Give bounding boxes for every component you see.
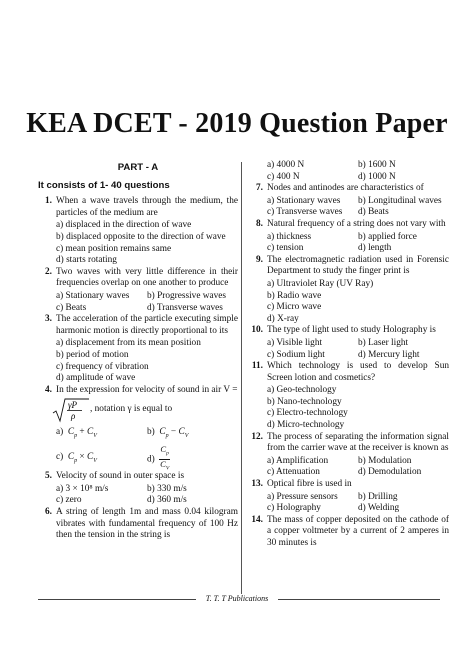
question-text: The acceleration of the particle executing simple harmonic motion is directly proportional to its <box>56 314 238 336</box>
option-label: d) <box>147 454 155 465</box>
question-11 <box>249 361 449 384</box>
option-d <box>147 445 238 473</box>
option-label: c) <box>56 451 64 462</box>
question-text: The mass of copper deposited on the cathode of a copper voltmeter by a current of 2 amperes in 30 minutes is <box>267 514 449 548</box>
question-number: 9. <box>256 254 263 265</box>
question-number: 8. <box>256 218 263 229</box>
part-heading: PART - A <box>117 162 159 173</box>
option: c) tension <box>267 243 304 254</box>
question-13 <box>249 479 449 491</box>
options-grid <box>249 338 449 361</box>
question-number: 2. <box>45 266 52 277</box>
question-2 <box>38 267 238 290</box>
option: d) Beats <box>358 207 389 218</box>
question-text: Nodes and antinodes are characteristics of <box>267 183 424 194</box>
option: a) 3 × 10⁸ m/s <box>56 483 109 494</box>
left-column <box>38 160 238 543</box>
option: d) 1000 N <box>358 171 396 182</box>
question-7 <box>249 183 449 195</box>
options-grid <box>249 492 449 515</box>
option: a) Geo-technology <box>267 385 337 396</box>
option: b) Laser light <box>358 337 409 348</box>
question-number: 6. <box>45 507 52 518</box>
question-number: 1. <box>45 196 52 207</box>
options-grid <box>249 196 449 219</box>
question-1 <box>38 196 238 219</box>
column-divider <box>241 162 242 594</box>
option: b) Progressive waves <box>147 290 227 301</box>
question-text: Natural frequency of a string does not vary with <box>267 218 446 229</box>
options-grid <box>249 456 449 479</box>
question-number: 4. <box>45 384 52 395</box>
svg-text:γP: γP <box>68 400 78 411</box>
option: b) 1600 N <box>358 160 396 170</box>
options-grid <box>38 291 238 314</box>
option-b: b) $C_p - C_V$ <box>147 426 189 439</box>
question-number: 12. <box>251 431 263 442</box>
option: a) Visible light <box>267 337 323 348</box>
right-column <box>249 160 449 551</box>
question-6 <box>38 507 238 542</box>
question-8 <box>249 219 449 231</box>
option: a) 4000 N <box>267 160 305 170</box>
question-3 <box>38 314 238 337</box>
option-label: a) <box>56 426 64 437</box>
question-number: 10. <box>251 325 263 336</box>
svg-text:ρ: ρ <box>71 411 76 422</box>
option: d) Welding <box>358 503 400 514</box>
question-text: Two waves with very little difference in their frequencies overlap on one another to produce <box>56 266 238 289</box>
question-text-tail: , notation γ is equal to <box>90 404 173 415</box>
question-text: The type of light used to study Holography is <box>267 325 436 336</box>
question-text: Optical fibre is used in <box>267 479 352 490</box>
option: d) Demodulation <box>358 467 422 478</box>
option: c) Electro-technology <box>267 408 348 419</box>
option: c) Transverse waves <box>267 207 343 218</box>
option: a) displaced in the direction of wave <box>56 220 192 231</box>
question-number: 5. <box>45 471 52 482</box>
section-subheading: It consists of 1- 40 questions <box>38 179 170 191</box>
footer-publisher: T. T. T Publications <box>205 594 269 603</box>
question-text: A string of length 1m and mass 0.04 kilogram vibrates with fundamental frequency of 100 Hz then the tension in the string is <box>56 507 238 541</box>
option: a) Pressure sensors <box>267 491 338 502</box>
question-number: 13. <box>251 479 263 490</box>
question-12 <box>249 432 449 455</box>
option: d) amplitude of wave <box>56 373 136 384</box>
option: b) period of motion <box>56 349 129 360</box>
option: c) mean position remains same <box>56 243 172 254</box>
option: b) applied force <box>358 231 417 242</box>
option: c) frequency of vibration <box>56 361 149 372</box>
option: d) X-ray <box>267 313 299 324</box>
option-c: c) $C_p \times C_V$ <box>56 451 97 464</box>
question-number: 14. <box>251 514 263 525</box>
page-title: KEA DCET - 2019 Question Paper <box>26 108 448 139</box>
option: b) 330 m/s <box>147 483 187 494</box>
options-grid <box>249 232 449 255</box>
option: b) Radio wave <box>267 290 322 301</box>
option: b) Nano-technology <box>267 396 342 407</box>
option: c) Sodium light <box>267 349 325 360</box>
question-5 <box>38 471 238 483</box>
option: c) Attenuation <box>267 467 320 478</box>
option: d) Mercury light <box>358 349 420 360</box>
option: a) displacement from its mean position <box>56 338 201 349</box>
velocity-formula <box>38 397 238 423</box>
option: b) Longitudinal waves <box>358 195 442 206</box>
cp-over-cv-fraction: $\frac{C_p}{C_V}$ <box>160 444 170 472</box>
question-4 <box>38 385 238 397</box>
question-text: In the expression for velocity of sound in air V = <box>56 384 238 395</box>
question-number: 7. <box>256 183 263 194</box>
options-grid <box>38 484 238 507</box>
option: b) Drilling <box>358 491 398 502</box>
option: a) Amplification <box>267 455 329 466</box>
option: b) displaced opposite to the direction of wave <box>56 231 226 242</box>
option: d) Micro-technology <box>267 420 345 431</box>
option: c) Beats <box>56 302 87 313</box>
option: a) thickness <box>267 231 312 242</box>
option: d) starts rotating <box>56 255 117 266</box>
option: d) Transverse waves <box>147 302 223 313</box>
option-label: b) <box>147 426 155 437</box>
options-grid <box>249 160 449 183</box>
question-14 <box>249 515 449 550</box>
question-text: The process of separating the information signal from the carrier wave at the receiver is known as <box>267 431 449 454</box>
option-a: a) $C_p + C_V$ <box>56 426 97 439</box>
question-number: 3. <box>45 314 52 325</box>
option: d) 360 m/s <box>147 495 187 506</box>
question-9 <box>249 255 449 278</box>
question-number: 11. <box>251 361 263 372</box>
options-row <box>38 445 238 471</box>
option: a) Stationary waves <box>56 290 130 301</box>
option: d) length <box>358 243 392 254</box>
question-text: Velocity of sound in outer space is <box>56 471 185 482</box>
question-text: The electromagnetic radiation used in Forensic Department to study the finger print is <box>267 254 449 277</box>
sqrt-gamma-p-over-rho-formula <box>52 397 90 423</box>
question-10 <box>249 325 449 337</box>
option: c) zero <box>56 495 82 506</box>
option: a) Stationary waves <box>267 195 341 206</box>
option: c) 400 N <box>267 171 300 182</box>
option: c) Holography <box>267 503 321 514</box>
option: c) Micro wave <box>267 302 322 313</box>
option: a) Ultraviolet Ray (UV Ray) <box>267 278 374 289</box>
options-row <box>38 423 238 445</box>
question-text: Which technology is used to develop Sun Screen lotion and cosmetics? <box>267 361 449 383</box>
question-text: When a wave travels through the medium, the particles of the medium are <box>56 196 238 218</box>
option: b) Modulation <box>358 455 412 466</box>
